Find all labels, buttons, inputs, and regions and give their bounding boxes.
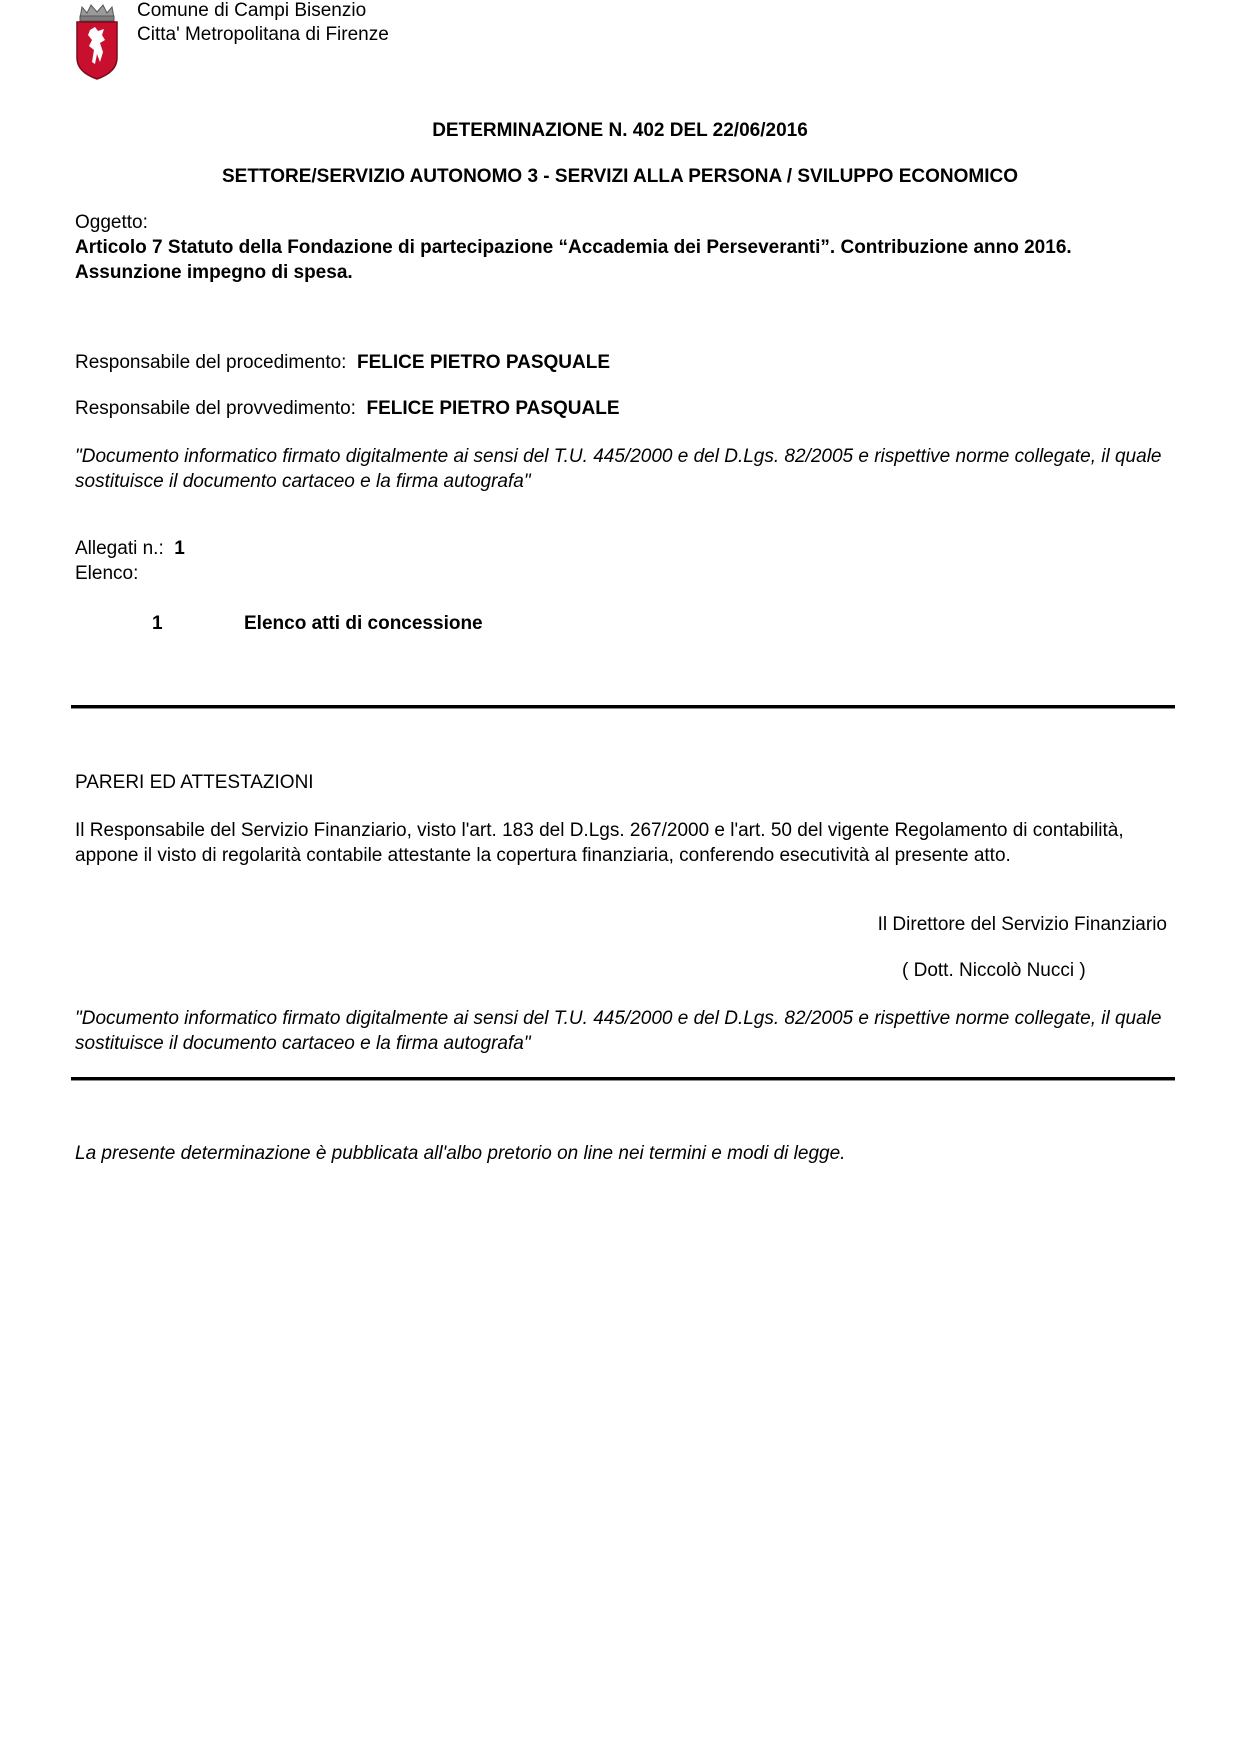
attachments-list-label: Elenco: — [75, 563, 139, 584]
signer-name: ( Dott. Niccolò Nucci ) — [902, 960, 1086, 981]
subject-label: Oggetto: — [75, 212, 148, 233]
subject-text: Articolo 7 Statuto della Fondazione di partecipazione “Accademia dei Perseveranti”. Contribuzione anno 2016. Assunzione impegno di spesa. — [75, 237, 1072, 283]
opinions-signature-note: "Documento informatico firmato digitalmente ai sensi del T.U. 445/2000 e del D.Lgs. 82/2005 e rispettive norme collegate, il quale sostituisce il documento cartaceo e la firma autografa" — [75, 1008, 1162, 1054]
metro-city-name: Citta' Metropolitana di Firenze — [137, 24, 389, 45]
provision-responsible-label: Responsabile del provvedimento: — [75, 398, 356, 419]
attachments-count — [75, 538, 185, 560]
procedure-responsible — [75, 352, 610, 374]
signer-role: Il Direttore del Servizio Finanziario — [877, 914, 1167, 935]
section-divider — [71, 1077, 1175, 1080]
section-divider — [71, 705, 1175, 708]
publication-note: La presente determinazione è pubblicata all'albo pretorio on line nei termini e modi di legge. — [75, 1143, 846, 1164]
sector-title: SETTORE/SERVIZIO AUTONOMO 3 - SERVIZI ALLA PERSONA / SVILUPPO ECONOMICO — [222, 166, 1018, 187]
provision-responsible-name: FELICE PIETRO PASQUALE — [366, 398, 620, 419]
attachment-item-number: 1 — [152, 613, 163, 634]
municipality-name: Comune di Campi Bisenzio — [137, 0, 367, 21]
provision-responsible — [75, 398, 620, 420]
attachments-count-value: 1 — [174, 538, 185, 559]
attachment-item-title: Elenco atti di concessione — [244, 613, 483, 634]
procedure-responsible-name: FELICE PIETRO PASQUALE — [357, 352, 611, 373]
procedure-responsible-label: Responsabile del procedimento: — [75, 352, 347, 373]
attachments-count-label: Allegati n.: — [75, 538, 164, 559]
opinions-heading: PARERI ED ATTESTAZIONI — [75, 772, 314, 793]
city-coat-of-arms-icon — [74, 2, 120, 80]
determination-title: DETERMINAZIONE N. 402 DEL 22/06/2016 — [432, 120, 808, 141]
opinions-text: Il Responsabile del Servizio Finanziario, visto l'art. 183 del D.Lgs. 267/2000 e l'art. 50 del vigente Regolamento di contabilità, appone il visto di regolarità contabile attestante la copertura finanziaria, conferendo esecutività al presente atto. — [75, 820, 1124, 866]
digital-signature-note: "Documento informatico firmato digitalmente ai sensi del T.U. 445/2000 e del D.Lgs. 82/2005 e rispettive norme collegate, il quale sostituisce il documento cartaceo e la firma autografa" — [75, 446, 1162, 492]
